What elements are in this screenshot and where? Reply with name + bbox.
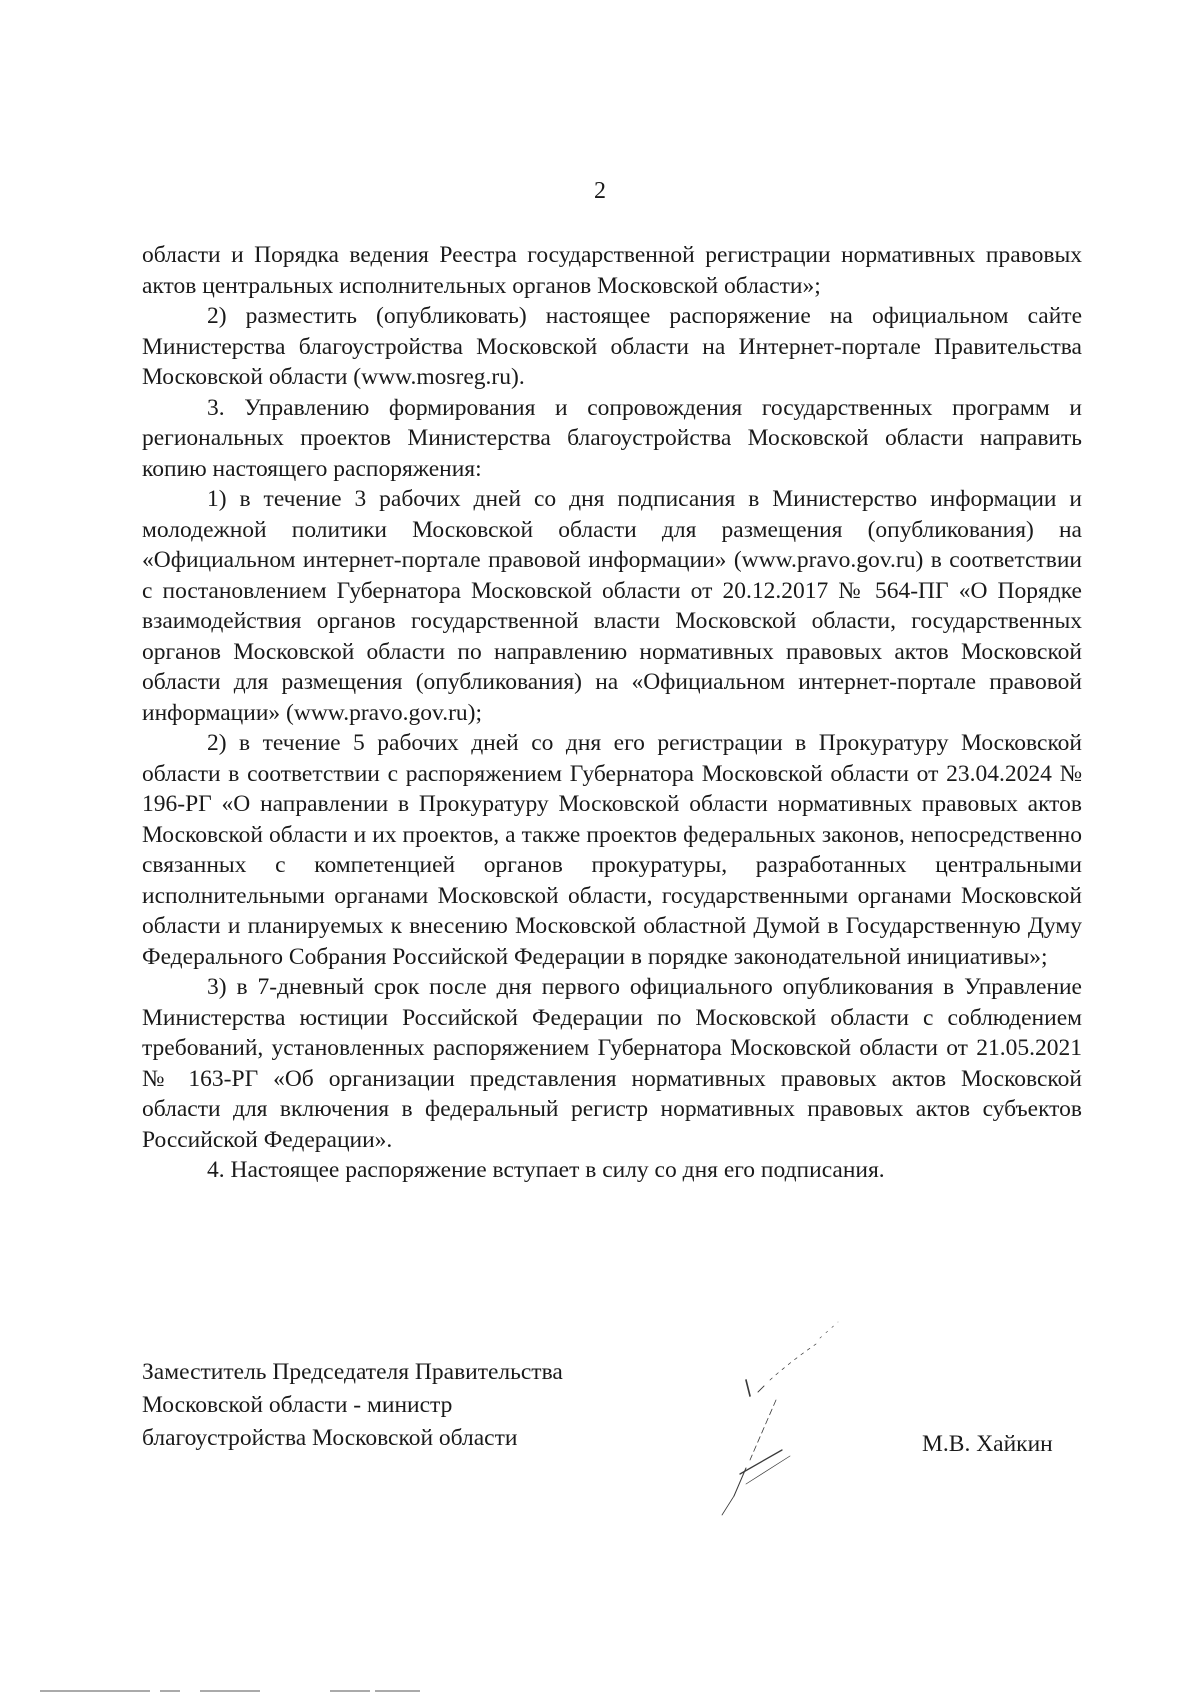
paragraph-item-3: 3. Управлению формирования и сопровождения государственных программ и региональных проектов Министерства благоустройства Московской области направить копию настоящего распоряжения: xyxy=(142,394,1082,482)
page-number: 2 xyxy=(594,178,606,204)
position-line: Заместитель Председателя Правительства xyxy=(142,1359,563,1385)
position-line: Московской области - министр xyxy=(142,1392,453,1418)
paragraph-publish-item: 2) разместить (опубликовать) настоящее распоряжение на официальном сайте Министерства благоустройства Московской области на Интернет-портале Правительства Московской области (www.mosreg.ru). xyxy=(142,303,1082,390)
position-line: благоустройства Московской области xyxy=(142,1425,518,1451)
paragraph-subitem-3: 3) в 7-дневный срок после дня первого официального опубликования в Управление Министерства юстиции Российской Федерации по Московской области с соблюдением требований, установленных распоряжением Губернатора Московской области от 21.05.2021 № 163-РГ «Об организации представления нормативных правовых актов Московской области для включения в федеральный регистр нормативных правовых актов субъектов Российской Федерации». xyxy=(142,974,1082,1153)
paragraph-item-4: 4. Настоящее распоряжение вступает в силу со дня его подписания. xyxy=(207,1157,885,1183)
signatory-position xyxy=(142,1356,563,1455)
paragraph-continuation: области и Порядка ведения Реестра государственной регистрации нормативных правовых актов центральных исполнительных органов Московской области»; xyxy=(142,242,1082,299)
paragraph-subitem-2: 2) в течение 5 рабочих дней со дня его регистрации в Прокуратуру Московской области в соответствии с распоряжением Губернатора Московской области от 23.04.2024 № 196-РГ «О направлении в Прокуратуру Московской области нормативных правовых актов Московской области и их проектов, а также проектов федеральных законов, непосредственно связанных с компетенцией органов прокуратуры, разработанных центральными исполнительными органами Московской области, государственными органами Московской области и планируемых к внесению Московской областной Думой в Государственную Думу Федерального Собрания Российской Федерации в порядке законодательной инициативы»; xyxy=(142,730,1082,970)
paragraph-subitem-1: 1) в течение 3 рабочих дней со дня подписания в Министерство информации и молодежной политики Московской области для размещения (опубликования) на «Официальном интернет-портале правовой информации» (www.pravo.gov.ru) в соответствии с постановлением Губернатора Московской области от 20.12.2017 № 564-ПГ «О Порядке взаимодействия органов государственной власти Московской области, государственных органов Московской области по направлению нормативных правовых актов Московской области для размещения (опубликования) на «Официальном интернет-портале правовой информации» (www.pravo.gov.ru); xyxy=(142,486,1082,726)
signer-name: М.В. Хайкин xyxy=(922,1431,1053,1457)
scan-artifact-lines xyxy=(40,1688,420,1694)
handwritten-signature xyxy=(720,1300,920,1540)
document-body xyxy=(142,240,1082,1186)
